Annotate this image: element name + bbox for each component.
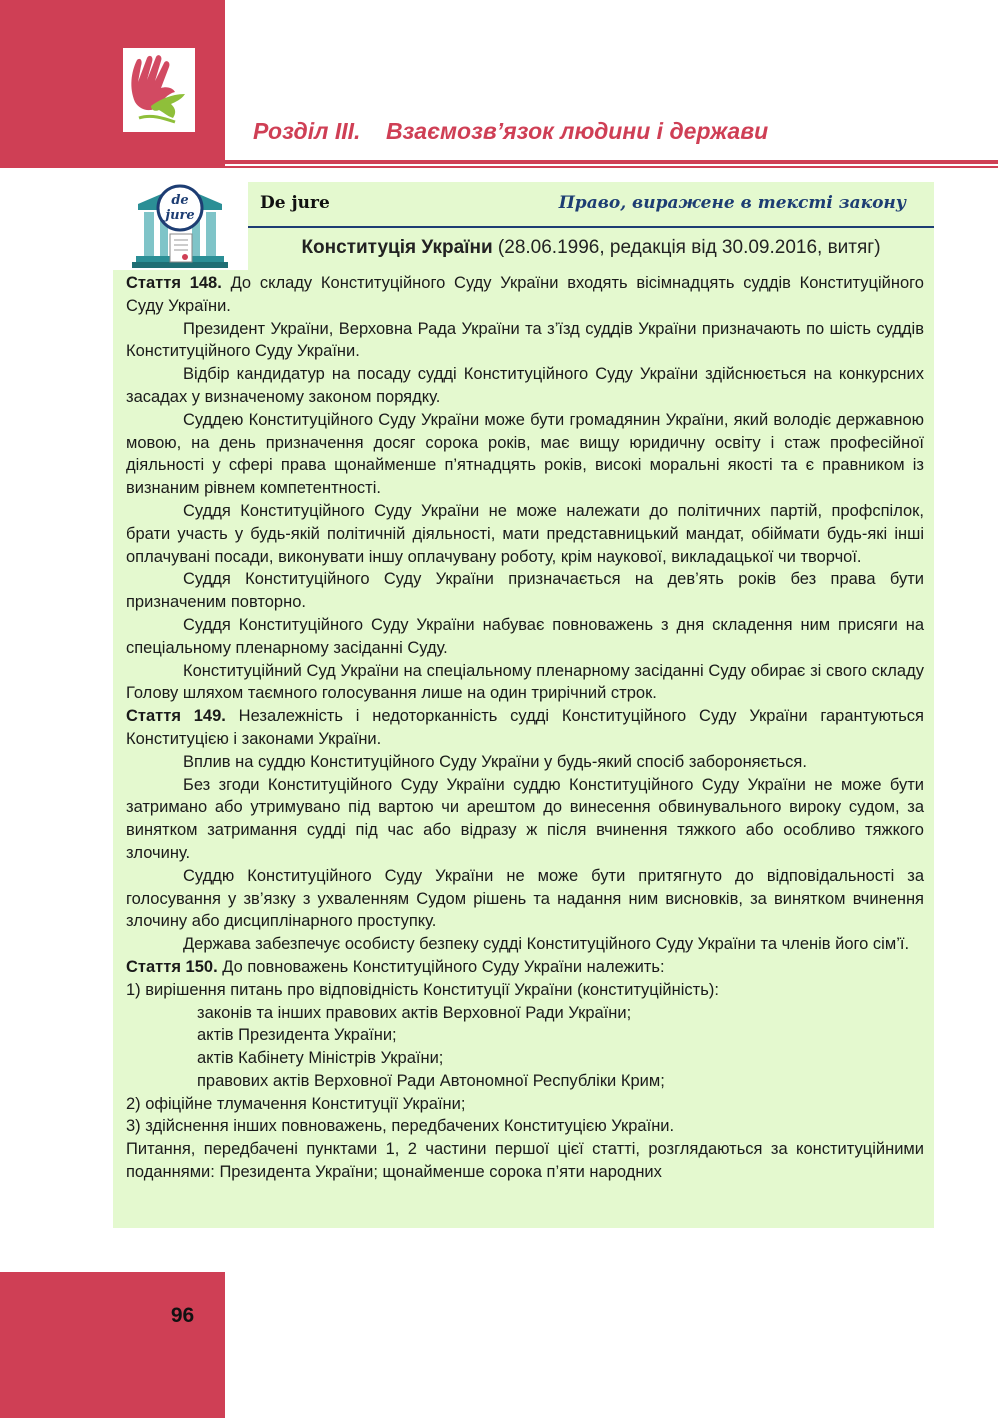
paragraph-text: Суддя Конституційного Суду України не може належати до політичних партій, профспілок, брати участь у будь-якій політичній діяльності, мати представницький мандат, обіймати будь-які інші оплачувані посади, виконувати іншу оплачувану роботу, крім наукової, викладацької чи творчої.: [126, 501, 924, 566]
paragraph-text: Незалежність і недоторканність судді Конституційного Суду України гарантуються Конституцією і законами України.: [126, 707, 924, 748]
paragraph: [126, 705, 924, 751]
paragraph: [126, 774, 924, 865]
paragraph: [126, 363, 924, 409]
list-item: [126, 1002, 924, 1025]
paragraph: [126, 865, 924, 933]
dejure-icon-text-2: jure: [165, 208, 195, 223]
paragraph-text: 3) здійснення інших повноважень, передбачених Конституцією України.: [126, 1117, 675, 1136]
document-title: [248, 237, 934, 259]
paragraph: [126, 614, 924, 660]
paragraph-text: Суддею Конституційного Суду України може бути громадянин України, який володіє державною мовою, на день призначення досяг сорока років, має вищу юридичну освіту і стаж професійної діяльності у сфері права щонайменше п’ятнадцять років, високі моральні якості та є правником із визнаним рівнем компетентності.: [126, 410, 924, 498]
list-item: [126, 1070, 924, 1093]
de-jure-courthouse-icon: [130, 182, 230, 270]
document-title-edition: (28.06.1996, редакція від 30.09.2016, витяг): [492, 237, 881, 258]
list-item: [126, 1024, 924, 1047]
article-number: Стаття 150.: [126, 957, 218, 976]
paragraph: [126, 660, 924, 706]
paragraph-text: Конституційний Суд України на спеціальному пленарному засіданні Суду обирає зі свого складу Голову шляхом таємного голосування лише на один трирічний строк.: [126, 661, 924, 703]
document-title-name: Конституція України: [301, 237, 493, 258]
paragraph-text: Відбір кандидатур на посаду судді Конституційного Суду України здійснюється на конкурсних засадах у визначеному законом порядку.: [126, 365, 924, 406]
list-item: [126, 1047, 924, 1070]
paragraph: [126, 979, 924, 1002]
paragraph-text: 2) офіційне тлумачення Конституції України;: [126, 1094, 466, 1113]
paragraph-text: Питання, передбачені пунктами 1, 2 частини першої цієї статті, розглядаються за конституційними поданнями: Президента України; щонайменше сорока п’яти народних: [126, 1140, 924, 1182]
constitution-excerpt-text: [113, 270, 934, 1228]
header-rule-thick: [225, 160, 998, 164]
dejure-icon-text-1: de: [171, 193, 189, 208]
paragraph-text: До повноважень Конституційного Суду України належить:: [217, 957, 665, 976]
paragraph-text: актів Кабінету Міністрів України;: [197, 1049, 444, 1068]
dejure-label: De jure: [260, 193, 330, 213]
paragraph: [126, 409, 924, 500]
paragraph-text: Суддя Конституційного Суду України набуває повноважень з дня складення ним присяги на спеціальному пленарному засіданні Суду.: [126, 615, 924, 657]
paragraph: [126, 751, 924, 774]
section-title: Розділ ІІІ. Взаємозв’язок людини і держави: [253, 118, 769, 144]
paragraph-text: Держава забезпечує особисту безпеку судді Конституційного Суду України та членів його сім’ї.: [183, 935, 910, 954]
dejure-header-box: [248, 182, 934, 226]
article-number: Стаття 149.: [126, 707, 226, 726]
header-rule-thin: [225, 166, 998, 168]
paragraph: [126, 956, 924, 979]
paragraph-text: Президент України, Верховна Рада України та з’їзд суддів України призначають по шість суддів Конституційного Суду України.: [126, 319, 924, 361]
document-title-box: [248, 228, 934, 270]
paragraph-text: законів та інших правових актів Верховної Ради України;: [197, 1003, 632, 1022]
paragraph-text: Без згоди Конституційного Суду України суддю Конституційного Суду України не може бути затримано або утримувано під вартою чи арештом до винесення обвинувального вироку судом, за винятком затримання судді під час або відразу ж після вчинення тяжкого або особливо тяжкого злочину.: [126, 775, 924, 862]
paragraph: [126, 1115, 924, 1138]
paragraph: [126, 500, 924, 568]
paragraph-text: правових актів Верховної Ради Автономної Республіки Крим;: [197, 1071, 665, 1090]
paragraph-text: До складу Конституційного Суду України входять вісімнадцять суддів Конституційного Суду України.: [126, 274, 924, 315]
paragraph: [126, 318, 924, 364]
paragraph-text: актів Президента України;: [197, 1026, 397, 1045]
page-number: 96: [170, 1304, 195, 1327]
paragraph-text: Суддю Конституційного Суду України не може бути притягнуто до відповідальності за голосування у зв’язку з ухваленням Судом рішень та надання ним висновків, за винятком вчинення злочину або дисциплінарного проступку.: [126, 866, 924, 931]
paragraph: [126, 933, 924, 956]
paragraph-text: Вплив на суддю Конституційного Суду України у будь-який спосіб забороняється.: [183, 752, 807, 771]
paragraph: [126, 568, 924, 614]
paragraph-text: 1) вирішення питань про відповідність Конституції України (конституційність):: [126, 980, 719, 999]
paragraph: [126, 272, 924, 318]
paragraph: [126, 1093, 924, 1116]
bottom-left-accent-band: [0, 1272, 225, 1418]
paragraph-text: Суддя Конституційного Суду України призначається на дев’ять років без права бути призначеним повторно.: [126, 570, 924, 612]
article-number: Стаття 148.: [126, 274, 222, 292]
hand-bird-logo-icon: [123, 48, 195, 132]
dejure-definition: Право, виражене в тексті закону: [558, 193, 906, 213]
paragraph: [126, 1138, 924, 1184]
